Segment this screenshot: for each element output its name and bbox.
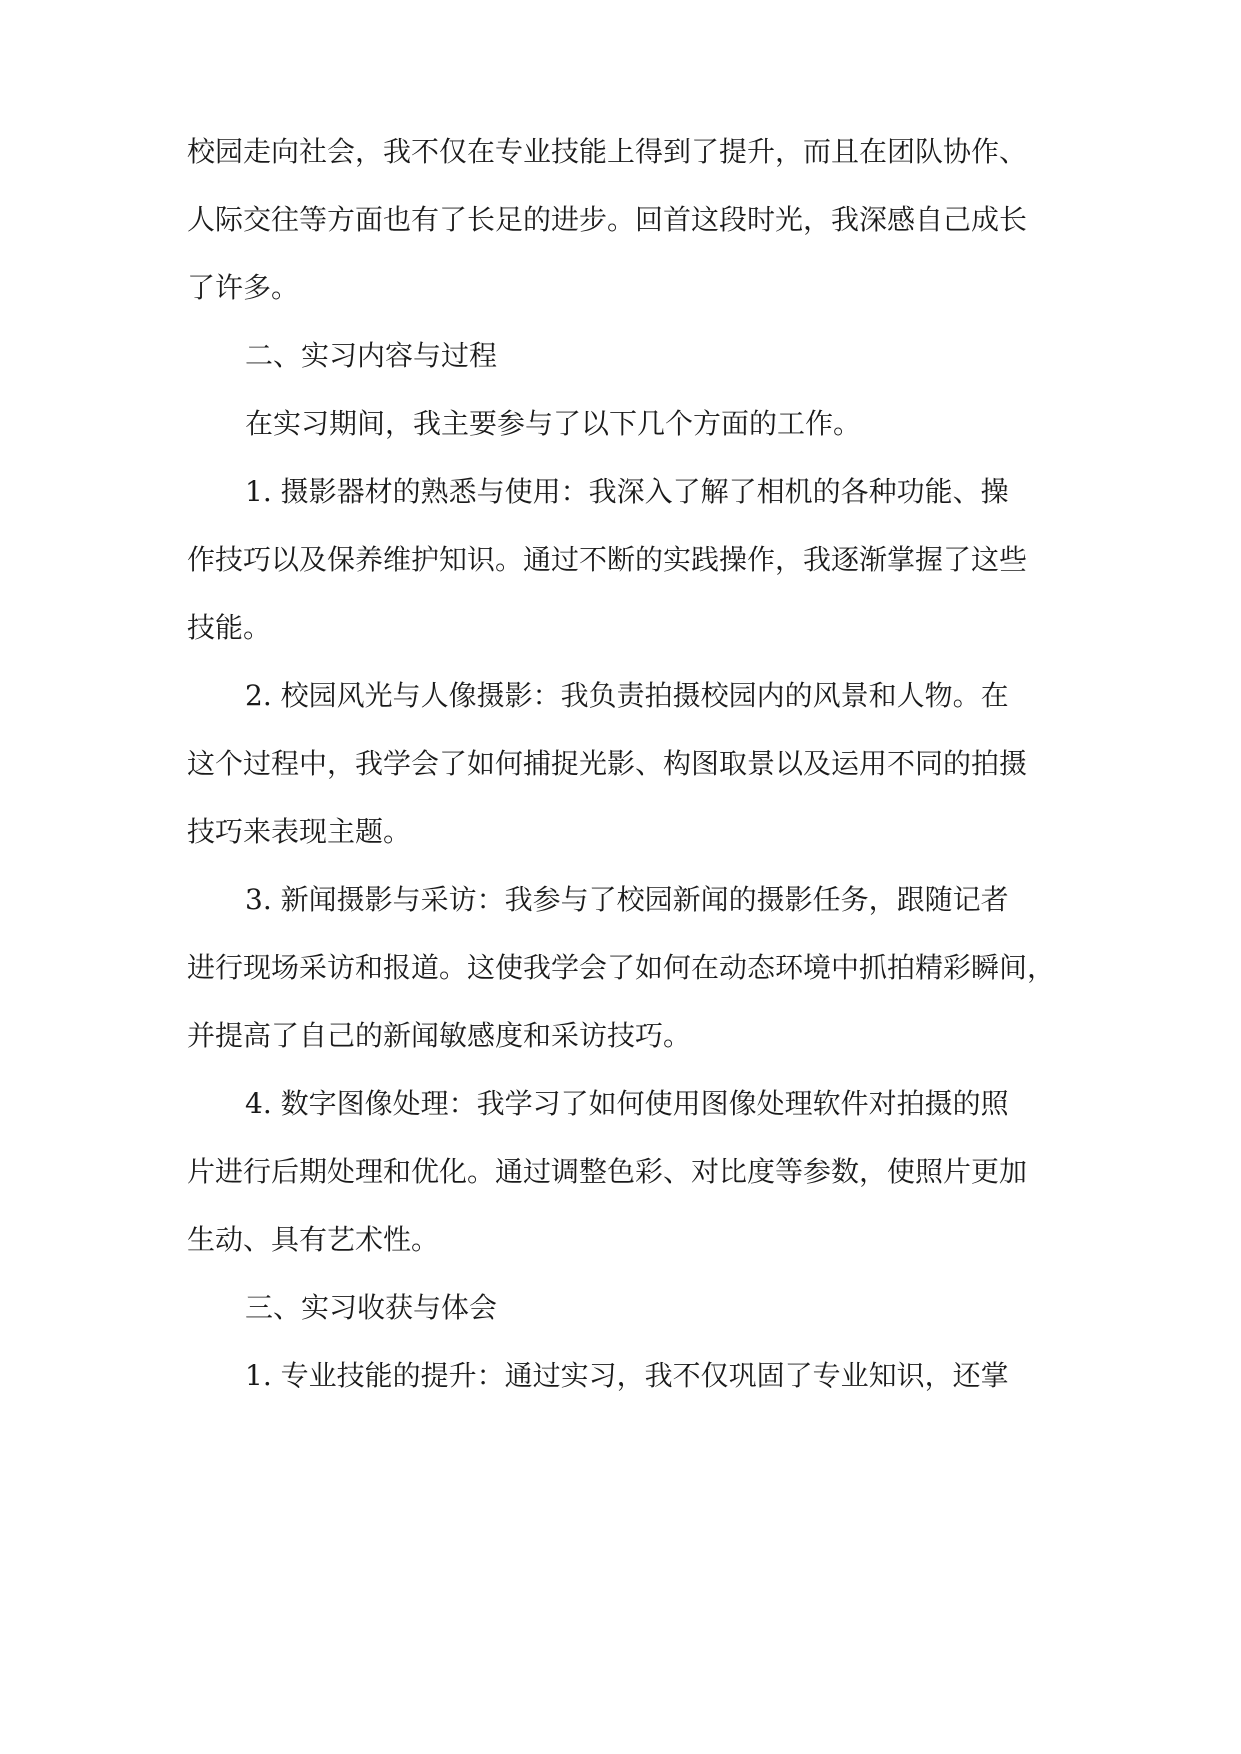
list-item-line: 1. 专业技能的提升：通过实习，我不仅巩固了专业知识，还掌 xyxy=(245,1359,1009,1392)
body-text-line: 人际交往等方面也有了长足的进步。回首这段时光，我深感自己成长 xyxy=(187,203,1028,236)
body-text-line: 生动、具有艺术性。 xyxy=(187,1223,440,1256)
body-text-line: 技能。 xyxy=(187,611,272,644)
body-text-line: 在实习期间，我主要参与了以下几个方面的工作。 xyxy=(245,407,862,440)
body-text-line: 了许多。 xyxy=(187,271,300,304)
list-item-line: 4. 数字图像处理：我学习了如何使用图像处理软件对拍摄的照 xyxy=(245,1087,1009,1120)
list-item-line: 3. 新闻摄影与采访：我参与了校园新闻的摄影任务，跟随记者 xyxy=(245,883,1009,916)
section-heading: 二、实习内容与过程 xyxy=(245,339,498,372)
list-item-line: 1. 摄影器材的熟悉与使用：我深入了解了相机的各种功能、操 xyxy=(245,475,1009,508)
body-text-line: 校园走向社会，我不仅在专业技能上得到了提升，而且在团队协作、 xyxy=(187,135,1028,168)
body-text-line: 进行现场采访和报道。这使我学会了如何在动态环境中抓拍精彩瞬间， xyxy=(187,951,1056,984)
body-text-line: 并提高了自己的新闻敏感度和采访技巧。 xyxy=(187,1019,692,1052)
section-heading: 三、实习收获与体会 xyxy=(245,1291,498,1324)
body-text-line: 这个过程中，我学会了如何捕捉光影、构图取景以及运用不同的拍摄 xyxy=(187,747,1028,780)
body-text-line: 技巧来表现主题。 xyxy=(187,815,412,848)
list-item-line: 2. 校园风光与人像摄影：我负责拍摄校园内的风景和人物。在 xyxy=(245,679,1009,712)
body-text-line: 作技巧以及保养维护知识。通过不断的实践操作，我逐渐掌握了这些 xyxy=(187,543,1028,576)
body-text-line: 片进行后期处理和优化。通过调整色彩、对比度等参数，使照片更加 xyxy=(187,1155,1028,1188)
